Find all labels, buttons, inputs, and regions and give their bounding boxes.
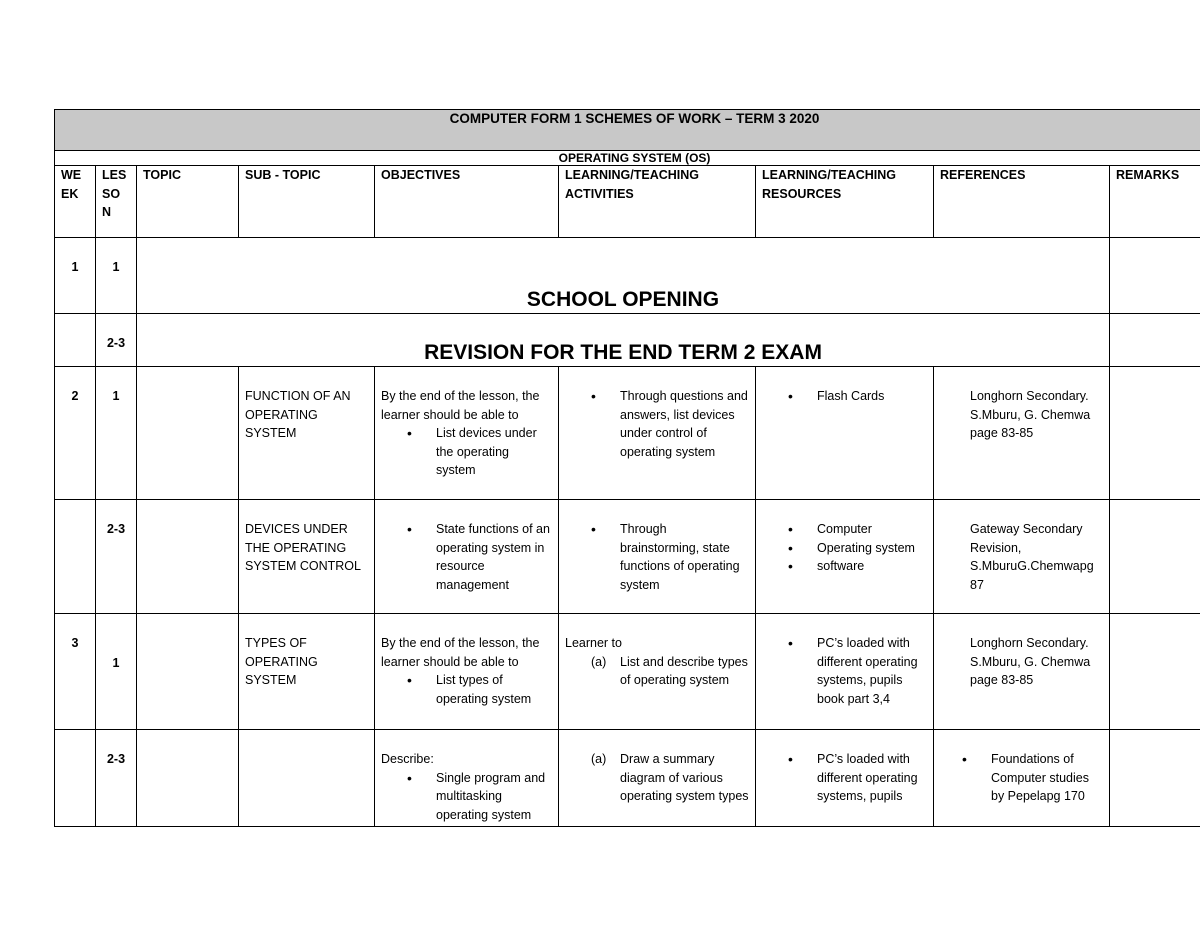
resources-cell [756, 367, 934, 500]
objective-item: • State functions of an operating system in resource management [381, 520, 552, 594]
header-row [55, 166, 1200, 238]
header-activities: LEARNING/TEACHING ACTIVITIES [559, 166, 756, 238]
table-row [55, 314, 1200, 367]
topic-cell [137, 614, 239, 730]
objectives-cell [375, 367, 559, 500]
resources-cell [756, 730, 934, 827]
references-cell [934, 730, 1110, 827]
header-resources: LEARNING/TEACHING RESOURCES [756, 166, 934, 238]
objective-item: • List types of operating system [381, 671, 552, 708]
table-row [55, 367, 1200, 500]
header-remarks: REMARKS [1110, 166, 1200, 238]
week-cell [55, 730, 96, 827]
schemes-of-work-sheet [54, 109, 1200, 827]
week-cell: 1 [55, 238, 96, 314]
references-cell [934, 500, 1110, 614]
activities-intro: Learner to [565, 636, 622, 650]
objectives-intro: Describe: [381, 752, 434, 766]
objectives-cell [375, 614, 559, 730]
sub-topic-cell [239, 730, 375, 827]
resource-item: • PC’s loaded with different operating systems, pupils [762, 750, 927, 806]
header-topic: TOPIC [137, 166, 239, 238]
header-sub-topic: SUB - TOPIC [239, 166, 375, 238]
schemes-table [54, 109, 1200, 827]
week-cell: 3 [55, 614, 96, 730]
resource-item: • Computer [762, 520, 927, 539]
item-marker: (a) [591, 752, 607, 766]
objective-item: • Single program and multitasking operating system [381, 769, 552, 825]
lesson-cell: 2-3 [96, 314, 137, 367]
resource-item: • Flash Cards [762, 387, 927, 406]
activities-cell [559, 730, 756, 827]
objectives-cell [375, 500, 559, 614]
reference-item: • Foundations of Computer studies by Pepelapg 170 [936, 750, 1103, 806]
objectives-intro: By the end of the lesson, the learner should be able to [381, 636, 540, 669]
sub-topic-cell: DEVICES UNDER THE OPERATING SYSTEM CONTROL [239, 500, 375, 614]
topic-cell [137, 367, 239, 500]
header-week: WE EK [55, 166, 96, 238]
resources-cell [756, 614, 934, 730]
revision-banner: REVISION FOR THE END TERM 2 EXAM [137, 314, 1110, 367]
lesson-cell: 1 [96, 614, 137, 730]
table-row [55, 500, 1200, 614]
document-subtitle: OPERATING SYSTEM (OS) [55, 151, 1200, 166]
resource-item: • Operating system [762, 539, 927, 558]
remarks-cell [1110, 238, 1200, 314]
school-opening-banner: SCHOOL OPENING [137, 238, 1110, 314]
header-lesson: LES SO N [96, 166, 137, 238]
activities-cell [559, 367, 756, 500]
sub-topic-cell: FUNCTION OF AN OPERATING SYSTEM [239, 367, 375, 500]
remarks-cell [1110, 314, 1200, 367]
lesson-cell: 2-3 [96, 730, 137, 827]
lesson-cell: 1 [96, 367, 137, 500]
topic-cell [137, 500, 239, 614]
reference-text: Gateway Secondary Revision, S.MburuG.Chemwapg 87 [970, 522, 1094, 592]
activity-item: • Through questions and answers, list devices under control of operating system [565, 387, 749, 461]
objectives-cell [375, 730, 559, 827]
activity-item: • Through brainstorming, state functions of operating system [565, 520, 749, 594]
subtitle-row [55, 151, 1200, 166]
objectives-intro: By the end of the lesson, the learner should be able to [381, 389, 540, 422]
table-row [55, 730, 1200, 827]
references-cell [934, 614, 1110, 730]
remarks-cell [1110, 614, 1200, 730]
references-cell [934, 367, 1110, 500]
table-row [55, 614, 1200, 730]
resource-item: • software [762, 557, 927, 576]
week-cell [55, 314, 96, 367]
item-marker: (a) [591, 654, 607, 669]
reference-text: Longhorn Secondary. S.Mburu, G. Chemwa page 83-85 [970, 636, 1091, 687]
activity-item: (a) List and describe types of operating system [591, 654, 748, 687]
week-cell [55, 500, 96, 614]
activity-item: (a) Draw a summary diagram of various operating system types [591, 752, 749, 803]
header-references: REFERENCES [934, 166, 1110, 238]
reference-text: Longhorn Secondary. S.Mburu, G. Chemwa page 83-85 [970, 389, 1091, 440]
lesson-cell: 1 [96, 238, 137, 314]
document-title: COMPUTER FORM 1 SCHEMES OF WORK – TERM 3 2020 [55, 110, 1200, 151]
objective-item: • List devices under the operating system [381, 424, 552, 480]
table-row [55, 238, 1200, 314]
activities-cell [559, 500, 756, 614]
remarks-cell [1110, 500, 1200, 614]
topic-cell [137, 730, 239, 827]
header-objectives: OBJECTIVES [375, 166, 559, 238]
week-cell: 2 [55, 367, 96, 500]
resources-cell [756, 500, 934, 614]
remarks-cell [1110, 730, 1200, 827]
sub-topic-cell: TYPES OF OPERATING SYSTEM [239, 614, 375, 730]
activities-cell [559, 614, 756, 730]
lesson-cell: 2-3 [96, 500, 137, 614]
title-row [55, 110, 1200, 151]
remarks-cell [1110, 367, 1200, 500]
resource-item: • PC’s loaded with different operating systems, pupils book part 3,4 [762, 634, 927, 708]
